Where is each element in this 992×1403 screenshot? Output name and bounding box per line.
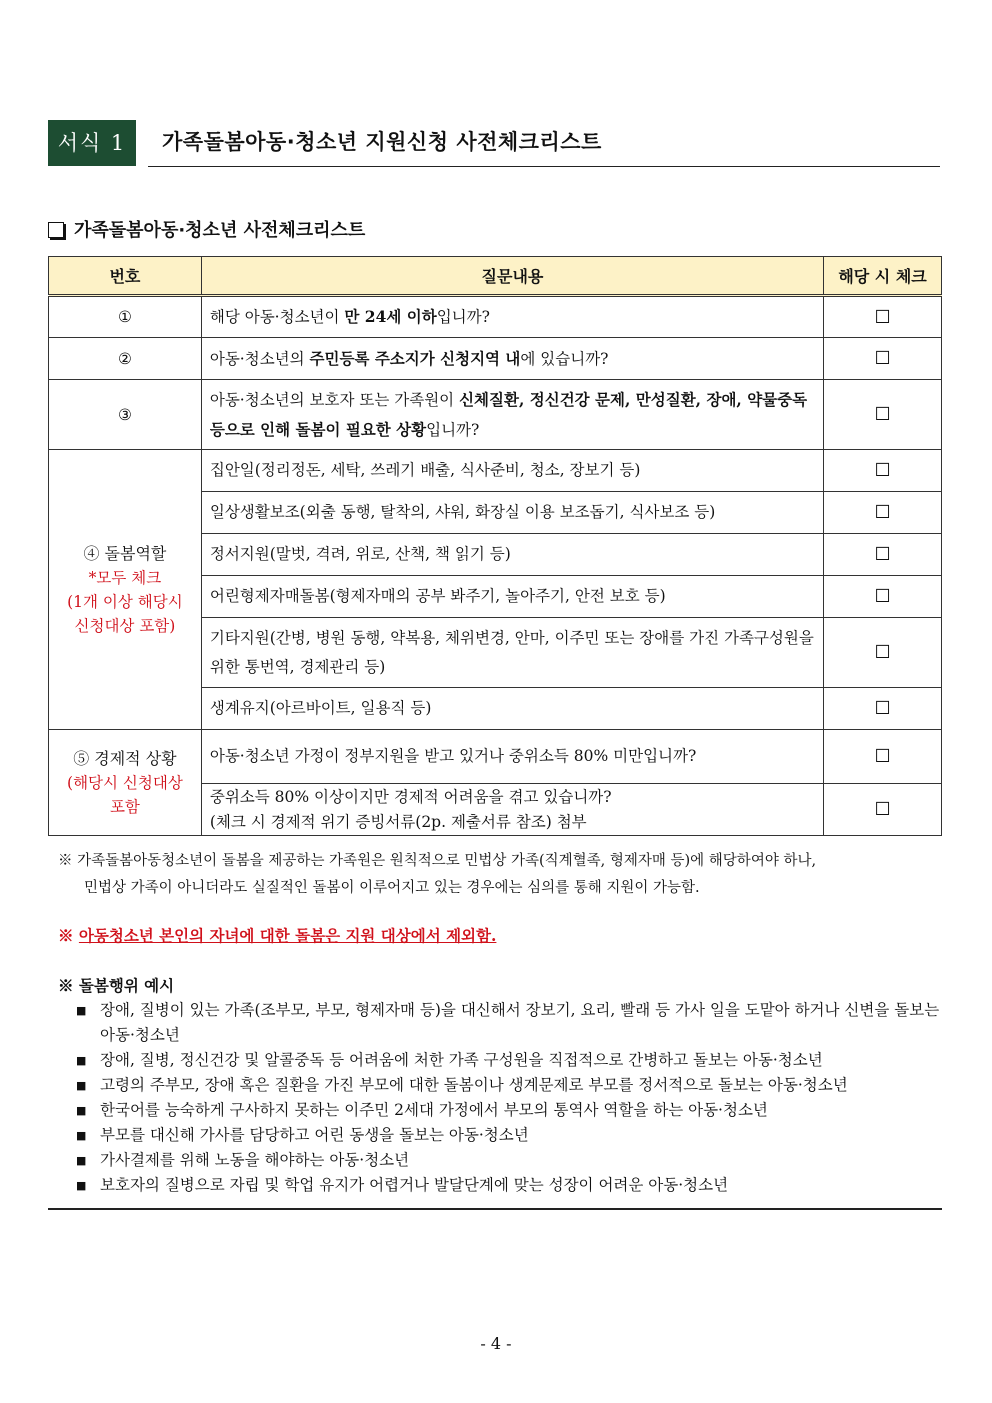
page-number: - 4 - bbox=[480, 1334, 512, 1353]
question-text: 아동·청소년의 주민등록 주소지가 신청지역 내에 있습니까? bbox=[201, 338, 823, 380]
col-header-question: 질문내용 bbox=[201, 257, 823, 296]
list-item: ■ 장애, 질병이 있는 가족(조부모, 부모, 형제자매 등)을 대신해서 장보기, 요리, 빨래 등 가사 일을 도맡아 하거나 신변을 돌보는 아동·청소년 bbox=[76, 998, 940, 1048]
check-box[interactable]: ☐ bbox=[824, 338, 942, 380]
title-underline bbox=[148, 166, 940, 167]
question-text: 집안일(정리정돈, 세탁, 쓰레기 배출, 식사준비, 청소, 장보기 등) bbox=[201, 450, 823, 492]
list-item: ■ 장애, 질병, 정신건강 및 알콜중독 등 어려움에 처한 가족 구성원을 직접적으로 간병하고 돌보는 아동·청소년 bbox=[76, 1048, 940, 1073]
warning-mark: ※ bbox=[58, 926, 79, 945]
warning-text: 아동청소년 본인의 자녀에 대한 돌봄은 지원 대상에서 제외함. bbox=[78, 926, 497, 945]
row-number: ② bbox=[49, 338, 202, 380]
section-heading-text: 가족돌봄아동·청소년 사전체크리스트 bbox=[74, 220, 366, 241]
check-box[interactable]: ☐ bbox=[824, 492, 942, 534]
note-line: ※ 가족돌봄아동청소년이 돌봄을 제공하는 가족원은 원칙적으로 민법상 가족(직계혈족, 형제자매 등)에 해당하여야 하나, bbox=[58, 853, 817, 869]
row-number: ① bbox=[49, 296, 202, 338]
category-label: ⑤ 경제적 상황 bbox=[73, 748, 177, 768]
category-economic bbox=[49, 730, 202, 836]
question-text: 일상생활보조(외출 동행, 탈착의, 샤워, 화장실 이용 보조돕기, 식사보조 등) bbox=[201, 492, 823, 534]
row-number: ③ bbox=[49, 380, 202, 450]
list-item: ■ 고령의 주부모, 장애 혹은 질환을 가진 부모에 대한 돌봄이나 생계문제로 부모를 정서적으로 돌보는 아동·청소년 bbox=[76, 1073, 940, 1098]
question-text: 해당 아동·청소년이 만 24세 이하입니까? bbox=[201, 296, 823, 338]
exclusion-warning bbox=[58, 924, 496, 946]
category-note: (1개 이상 해당시 bbox=[67, 592, 183, 611]
question-subline: (체크 시 경제적 위기 증빙서류(2p. 제출서류 참조) 첨부 bbox=[209, 812, 587, 831]
checklist-table bbox=[48, 256, 942, 836]
check-box[interactable]: ☐ bbox=[824, 534, 942, 576]
note-line: 민법상 가족이 아니더라도 실질적인 돌봄이 이루어지고 있는 경우에는 심의를 통해 지원이 가능함. bbox=[84, 880, 700, 896]
question-text: 아동·청소년 가정이 정부지원을 받고 있거나 중위소득 80% 미만입니까? bbox=[201, 730, 823, 784]
document-title: 가족돌봄아동·청소년 지원신청 사전체크리스트 bbox=[162, 130, 602, 154]
table-row bbox=[49, 450, 942, 492]
table-row bbox=[49, 296, 942, 338]
check-box[interactable]: ☐ bbox=[824, 688, 942, 730]
category-note: (해당시 신청대상 bbox=[67, 773, 183, 792]
list-item: ■ 부모를 대신해 가사를 담당하고 어린 동생을 돌보는 아동·청소년 bbox=[76, 1123, 940, 1148]
table-row bbox=[49, 730, 942, 784]
check-box[interactable]: ☐ bbox=[824, 618, 942, 688]
check-box[interactable]: ☐ bbox=[824, 380, 942, 450]
question-text: 어린형제자매돌봄(형제자매의 공부 봐주기, 놀아주기, 안전 보호 등) bbox=[201, 576, 823, 618]
form-badge: 서식 1 bbox=[48, 120, 136, 166]
eligibility-note bbox=[58, 848, 938, 902]
list-item: ■ 보호자의 질병으로 자립 및 학업 유지가 어렵거나 발달단계에 맞는 성장이 어려운 아동·청소년 bbox=[76, 1173, 940, 1198]
col-header-check: 해당 시 체크 bbox=[824, 257, 942, 296]
question-text: 아동·청소년의 보호자 또는 가족원이 신체질환, 정신건강 문제, 만성질환, 장애, 약물중독 등으로 인해 돌봄이 필요한 상황입니까? bbox=[201, 380, 823, 450]
col-header-number: 번호 bbox=[49, 257, 202, 296]
question-line: 중위소득 80% 이상이지만 경제적 어려움을 겪고 있습니까? bbox=[209, 787, 612, 806]
check-box[interactable]: ☐ bbox=[824, 730, 942, 784]
question-text: 생계유지(아르바이트, 일용직 등) bbox=[201, 688, 823, 730]
check-box[interactable]: ☐ bbox=[824, 296, 942, 338]
list-item: ■ 가사결제를 위해 노동을 해야하는 아동·청소년 bbox=[76, 1148, 940, 1173]
check-box[interactable]: ☐ bbox=[824, 784, 942, 836]
table-header-row bbox=[49, 257, 942, 296]
table-row bbox=[49, 338, 942, 380]
section-heading bbox=[48, 216, 365, 242]
list-item: ■ 한국어를 능숙하게 구사하지 못하는 이주민 2세대 가정에서 부모의 통역사 역할을 하는 아동·청소년 bbox=[76, 1098, 940, 1123]
category-note: 포함 bbox=[109, 797, 140, 816]
category-label: ④ 돌봄역할 bbox=[83, 543, 167, 563]
question-text: 기타지원(간병, 병원 동행, 약복용, 체위변경, 안마, 이주민 또는 장애를 가진 가족구성원을 위한 통번역, 경제관리 등) bbox=[201, 618, 823, 688]
category-note: 신청대상 포함) bbox=[74, 616, 176, 635]
category-note: *모두 체크 bbox=[88, 568, 162, 587]
question-text: 정서지원(말벗, 격려, 위로, 산책, 책 읽기 등) bbox=[201, 534, 823, 576]
bottom-divider bbox=[48, 1208, 942, 1210]
table-row bbox=[49, 380, 942, 450]
examples-title: ※ 돌봄행위 예시 bbox=[58, 976, 175, 995]
examples-list bbox=[76, 998, 940, 1198]
check-box[interactable]: ☐ bbox=[824, 450, 942, 492]
question-text bbox=[201, 784, 823, 836]
category-care-role bbox=[49, 450, 202, 730]
square-bullet-icon bbox=[48, 222, 64, 238]
check-box[interactable]: ☐ bbox=[824, 576, 942, 618]
